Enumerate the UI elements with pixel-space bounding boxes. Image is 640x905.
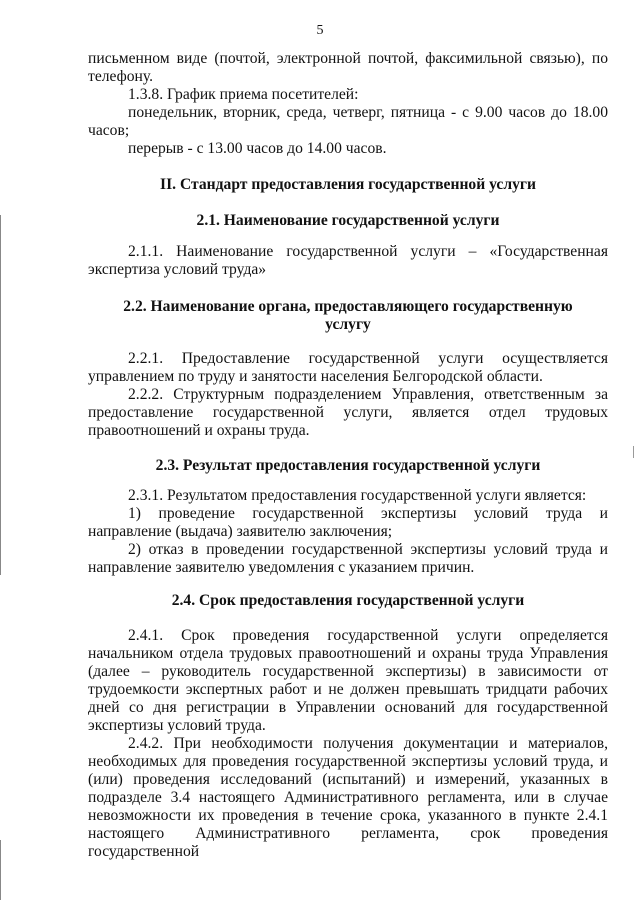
page-number: 5 (316, 23, 324, 38)
paragraph: 2.4.2. При необходимости получения документации и материалов, необходимых для проведения государственной экспертизы условий труда, и (или) проведения исследований (испытаний) и измерений, указанных в подразделе 3.4 настоящего Административного регламента, или в случае невозможности их проведения в течение срока, указанного в пункте 2.4.1 настоящего Административного регламента, срок проведения государственной (88, 735, 608, 860)
paragraph: 2.2.1. Предоставление государственной услуги осуществляется управлением по труду и занятости населения Белгородской области. (88, 350, 608, 385)
scan-edge-line (0, 215, 1, 575)
paragraph: 2.3.1. Результатом предоставления государственной услуги является: (128, 487, 587, 504)
subsection-heading: 2.1. Наименование государственной услуги (196, 212, 500, 229)
paragraph: 2) отказ в проведении государственной экспертизы условий труда и направление заявителю уведомления с указанием причин. (88, 541, 608, 576)
subsection-heading: 2.2. Наименование органа, предоставляющего государственную услугу (123, 298, 573, 333)
paragraph: 2.1.1. Наименование государственной услуги – «Государственная экспертиза условий труда» (88, 243, 608, 278)
paragraph: 1.3.8. График приема посетителей: (128, 86, 359, 103)
scan-edge-line (0, 840, 1, 900)
paragraph: 2.2.2. Структурным подразделением Управления, ответственным за предоставление государственной услуги, является отдел трудовых правоотношений и охраны труда. (88, 386, 608, 439)
subsection-heading: 2.4. Срок предоставления государственной услуги (171, 592, 525, 609)
paragraph: понедельник, вторник, среда, четверг, пятница - с 9.00 часов до 18.00 часов; (88, 104, 608, 139)
scan-mark (633, 446, 634, 458)
paragraph: 2.4.1. Срок проведения государственной услуги определяется начальником отдела трудовых правоотношений и охраны труда Управления (далее – руководитель государственной экспертизы) в зависимости от трудоемкости экспертных работ и не должен превышать тридцати рабочих дней со дня регистрации в Управлении оснований для государственной экспертизы условий труда. (88, 627, 608, 734)
subsection-heading: 2.3. Результат предоставления государственной услуги (155, 457, 541, 474)
paragraph: 1) проведение государственной экспертизы условий труда и направление (выдача) заявителю заключения; (88, 505, 608, 540)
paragraph: письменном виде (почтой, электронной почтой, факсимильной связью), по телефону. (88, 50, 608, 85)
paragraph: перерыв - с 13.00 часов до 14.00 часов. (128, 140, 387, 157)
section-heading: II. Стандарт предоставления государственной услуги (160, 176, 536, 193)
